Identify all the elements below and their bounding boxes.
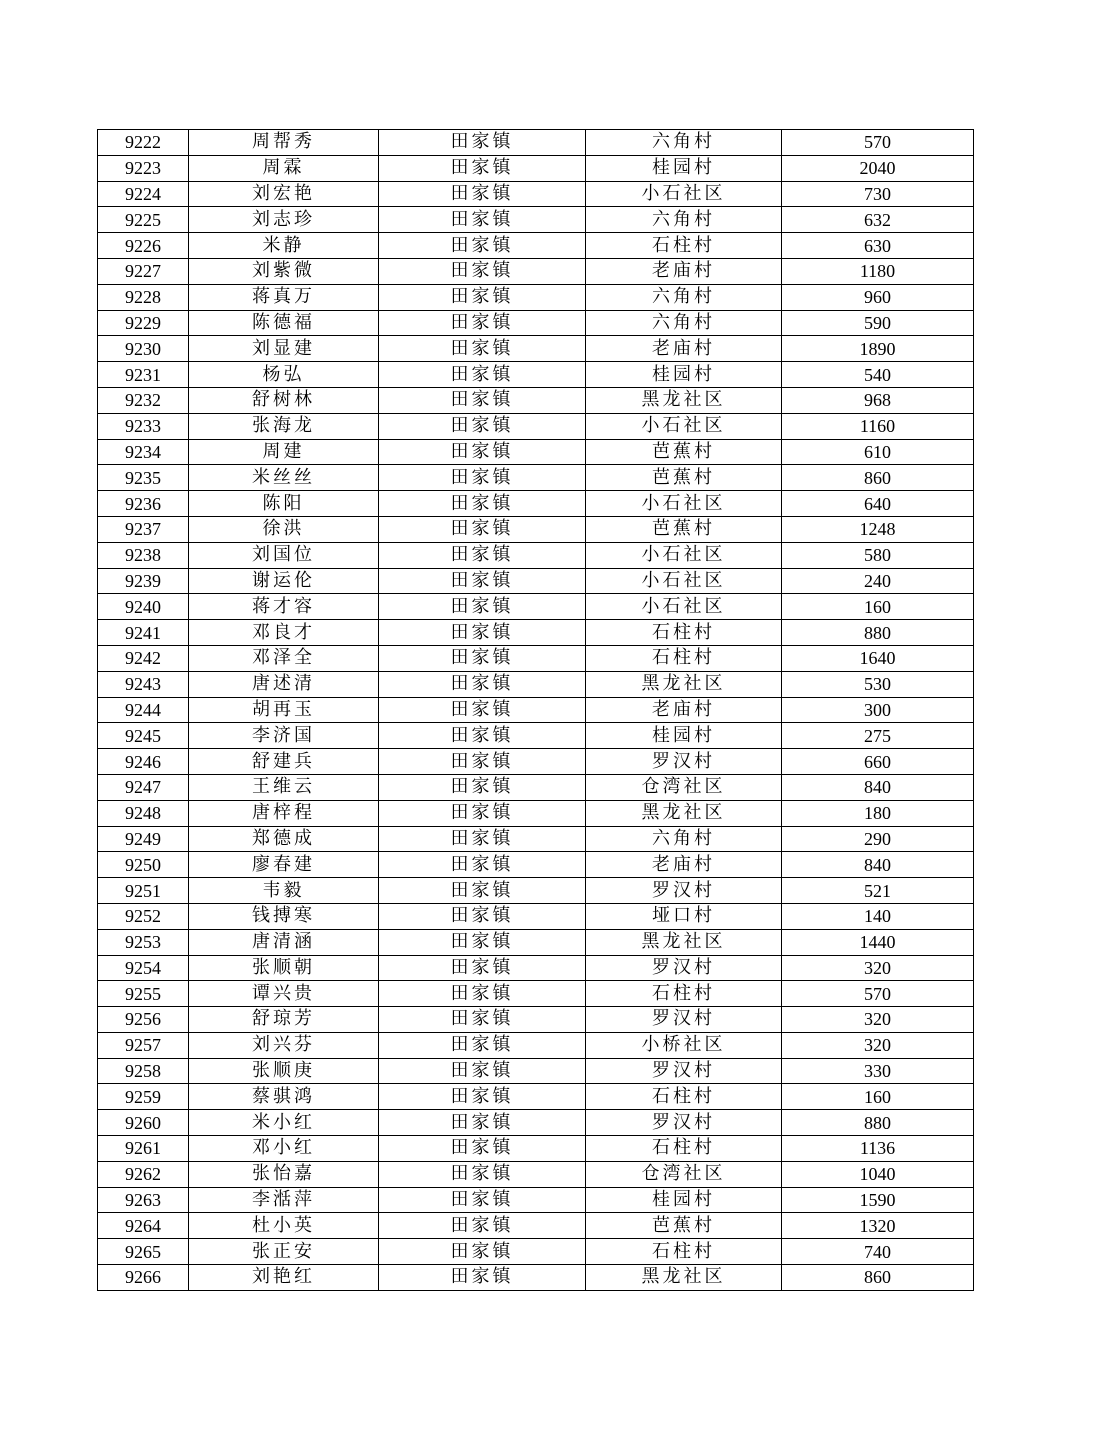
cell-village: 石柱村 xyxy=(586,645,782,671)
cell-name: 郑德成 xyxy=(189,826,379,852)
table-row xyxy=(98,1187,974,1213)
table-row xyxy=(98,1265,974,1291)
cell-name: 唐清涵 xyxy=(189,929,379,955)
cell-name: 张海龙 xyxy=(189,413,379,439)
cell-village: 黑龙社区 xyxy=(586,387,782,413)
cell-name: 舒树林 xyxy=(189,387,379,413)
cell-town: 田家镇 xyxy=(379,955,586,981)
cell-village: 六角村 xyxy=(586,130,782,156)
cell-amount: 570 xyxy=(782,981,974,1007)
table-row xyxy=(98,1136,974,1162)
cell-number: 9261 xyxy=(98,1136,189,1162)
cell-name: 刘志珍 xyxy=(189,207,379,233)
cell-village: 仓湾社区 xyxy=(586,1161,782,1187)
cell-name: 胡再玉 xyxy=(189,697,379,723)
cell-amount: 1136 xyxy=(782,1136,974,1162)
cell-name: 张怡嘉 xyxy=(189,1161,379,1187)
cell-number: 9234 xyxy=(98,439,189,465)
table-row xyxy=(98,413,974,439)
cell-amount: 1180 xyxy=(782,258,974,284)
cell-name: 李济国 xyxy=(189,723,379,749)
cell-town: 田家镇 xyxy=(379,620,586,646)
table-row xyxy=(98,336,974,362)
cell-town: 田家镇 xyxy=(379,465,586,491)
cell-name: 刘兴芬 xyxy=(189,1032,379,1058)
table-row xyxy=(98,1161,974,1187)
cell-town: 田家镇 xyxy=(379,671,586,697)
cell-amount: 1440 xyxy=(782,929,974,955)
cell-amount: 160 xyxy=(782,594,974,620)
cell-town: 田家镇 xyxy=(379,800,586,826)
cell-name: 杨弘 xyxy=(189,362,379,388)
table-row xyxy=(98,1239,974,1265)
table-row xyxy=(98,1032,974,1058)
cell-village: 桂园村 xyxy=(586,155,782,181)
cell-name: 杜小英 xyxy=(189,1213,379,1239)
table-row xyxy=(98,826,974,852)
cell-number: 9232 xyxy=(98,387,189,413)
cell-number: 9250 xyxy=(98,852,189,878)
cell-village: 黑龙社区 xyxy=(586,800,782,826)
cell-name: 刘艳红 xyxy=(189,1265,379,1291)
cell-village: 罗汉村 xyxy=(586,1110,782,1136)
cell-number: 9236 xyxy=(98,491,189,517)
cell-village: 六角村 xyxy=(586,310,782,336)
cell-village: 黑龙社区 xyxy=(586,929,782,955)
table-row xyxy=(98,362,974,388)
cell-name: 米小红 xyxy=(189,1110,379,1136)
table-row xyxy=(98,258,974,284)
cell-town: 田家镇 xyxy=(379,413,586,439)
cell-village: 六角村 xyxy=(586,207,782,233)
cell-village: 小石社区 xyxy=(586,491,782,517)
cell-amount: 880 xyxy=(782,620,974,646)
cell-name: 陈阳 xyxy=(189,491,379,517)
table-row xyxy=(98,697,974,723)
cell-number: 9228 xyxy=(98,284,189,310)
cell-town: 田家镇 xyxy=(379,491,586,517)
cell-name: 蔡骐鸿 xyxy=(189,1084,379,1110)
table-row xyxy=(98,568,974,594)
cell-number: 9242 xyxy=(98,645,189,671)
cell-number: 9231 xyxy=(98,362,189,388)
cell-name: 廖春建 xyxy=(189,852,379,878)
cell-town: 田家镇 xyxy=(379,826,586,852)
cell-town: 田家镇 xyxy=(379,130,586,156)
cell-village: 芭蕉村 xyxy=(586,465,782,491)
cell-town: 田家镇 xyxy=(379,542,586,568)
cell-amount: 1640 xyxy=(782,645,974,671)
table-row xyxy=(98,155,974,181)
cell-amount: 540 xyxy=(782,362,974,388)
cell-amount: 1160 xyxy=(782,413,974,439)
table-row xyxy=(98,542,974,568)
cell-name: 唐梓程 xyxy=(189,800,379,826)
cell-village: 小石社区 xyxy=(586,413,782,439)
cell-village: 六角村 xyxy=(586,826,782,852)
cell-number: 9264 xyxy=(98,1213,189,1239)
cell-village: 老庙村 xyxy=(586,336,782,362)
cell-town: 田家镇 xyxy=(379,387,586,413)
table-row xyxy=(98,800,974,826)
cell-number: 9249 xyxy=(98,826,189,852)
cell-village: 小石社区 xyxy=(586,181,782,207)
cell-name: 邓良才 xyxy=(189,620,379,646)
cell-town: 田家镇 xyxy=(379,155,586,181)
cell-amount: 1590 xyxy=(782,1187,974,1213)
cell-town: 田家镇 xyxy=(379,362,586,388)
cell-number: 9237 xyxy=(98,516,189,542)
cell-number: 9223 xyxy=(98,155,189,181)
cell-town: 田家镇 xyxy=(379,1110,586,1136)
cell-village: 桂园村 xyxy=(586,723,782,749)
cell-number: 9240 xyxy=(98,594,189,620)
cell-amount: 240 xyxy=(782,568,974,594)
cell-village: 石柱村 xyxy=(586,620,782,646)
cell-village: 小石社区 xyxy=(586,568,782,594)
cell-name: 张顺朝 xyxy=(189,955,379,981)
cell-town: 田家镇 xyxy=(379,697,586,723)
cell-number: 9255 xyxy=(98,981,189,1007)
cell-name: 徐洪 xyxy=(189,516,379,542)
cell-amount: 1320 xyxy=(782,1213,974,1239)
cell-amount: 740 xyxy=(782,1239,974,1265)
cell-town: 田家镇 xyxy=(379,207,586,233)
cell-amount: 530 xyxy=(782,671,974,697)
cell-town: 田家镇 xyxy=(379,878,586,904)
table-row xyxy=(98,1110,974,1136)
cell-number: 9265 xyxy=(98,1239,189,1265)
cell-number: 9226 xyxy=(98,233,189,259)
cell-amount: 630 xyxy=(782,233,974,259)
table-row xyxy=(98,1058,974,1084)
cell-number: 9259 xyxy=(98,1084,189,1110)
cell-town: 田家镇 xyxy=(379,258,586,284)
cell-village: 罗汉村 xyxy=(586,1007,782,1033)
cell-village: 罗汉村 xyxy=(586,878,782,904)
cell-amount: 610 xyxy=(782,439,974,465)
cell-village: 桂园村 xyxy=(586,362,782,388)
cell-amount: 960 xyxy=(782,284,974,310)
cell-town: 田家镇 xyxy=(379,1161,586,1187)
table-row xyxy=(98,1084,974,1110)
cell-name: 蒋才容 xyxy=(189,594,379,620)
cell-village: 黑龙社区 xyxy=(586,671,782,697)
cell-number: 9247 xyxy=(98,774,189,800)
cell-village: 芭蕉村 xyxy=(586,516,782,542)
cell-town: 田家镇 xyxy=(379,439,586,465)
cell-village: 石柱村 xyxy=(586,233,782,259)
cell-amount: 320 xyxy=(782,955,974,981)
cell-number: 9254 xyxy=(98,955,189,981)
cell-village: 小石社区 xyxy=(586,542,782,568)
cell-number: 9256 xyxy=(98,1007,189,1033)
cell-amount: 140 xyxy=(782,903,974,929)
table-row xyxy=(98,181,974,207)
cell-town: 田家镇 xyxy=(379,181,586,207)
cell-number: 9262 xyxy=(98,1161,189,1187)
cell-name: 钱搏寒 xyxy=(189,903,379,929)
cell-name: 刘宏艳 xyxy=(189,181,379,207)
cell-village: 石柱村 xyxy=(586,1136,782,1162)
cell-town: 田家镇 xyxy=(379,310,586,336)
cell-name: 米丝丝 xyxy=(189,465,379,491)
table-row xyxy=(98,439,974,465)
cell-town: 田家镇 xyxy=(379,1058,586,1084)
table-row xyxy=(98,774,974,800)
cell-name: 唐述清 xyxy=(189,671,379,697)
cell-town: 田家镇 xyxy=(379,645,586,671)
table-row xyxy=(98,491,974,517)
cell-number: 9235 xyxy=(98,465,189,491)
cell-name: 舒琼芳 xyxy=(189,1007,379,1033)
cell-name: 周霖 xyxy=(189,155,379,181)
cell-town: 田家镇 xyxy=(379,284,586,310)
cell-town: 田家镇 xyxy=(379,1265,586,1291)
cell-amount: 590 xyxy=(782,310,974,336)
cell-town: 田家镇 xyxy=(379,929,586,955)
cell-name: 刘显建 xyxy=(189,336,379,362)
cell-name: 周帮秀 xyxy=(189,130,379,156)
cell-amount: 1890 xyxy=(782,336,974,362)
table-row xyxy=(98,130,974,156)
table-row xyxy=(98,516,974,542)
cell-number: 9248 xyxy=(98,800,189,826)
cell-name: 蒋真万 xyxy=(189,284,379,310)
cell-number: 9239 xyxy=(98,568,189,594)
cell-village: 桂园村 xyxy=(586,1187,782,1213)
table-row xyxy=(98,387,974,413)
cell-town: 田家镇 xyxy=(379,852,586,878)
cell-village: 罗汉村 xyxy=(586,749,782,775)
cell-amount: 860 xyxy=(782,465,974,491)
cell-name: 米静 xyxy=(189,233,379,259)
table-row xyxy=(98,1213,974,1239)
cell-amount: 300 xyxy=(782,697,974,723)
cell-name: 舒建兵 xyxy=(189,749,379,775)
table-row xyxy=(98,981,974,1007)
cell-amount: 320 xyxy=(782,1032,974,1058)
table-body xyxy=(98,130,974,1291)
cell-village: 芭蕉村 xyxy=(586,1213,782,1239)
cell-number: 9238 xyxy=(98,542,189,568)
cell-town: 田家镇 xyxy=(379,568,586,594)
cell-number: 9243 xyxy=(98,671,189,697)
cell-number: 9260 xyxy=(98,1110,189,1136)
cell-town: 田家镇 xyxy=(379,903,586,929)
cell-village: 老庙村 xyxy=(586,697,782,723)
cell-amount: 521 xyxy=(782,878,974,904)
cell-name: 谭兴贵 xyxy=(189,981,379,1007)
cell-name: 刘紫微 xyxy=(189,258,379,284)
cell-name: 陈德福 xyxy=(189,310,379,336)
table-row xyxy=(98,852,974,878)
table-row xyxy=(98,878,974,904)
cell-amount: 730 xyxy=(782,181,974,207)
cell-number: 9245 xyxy=(98,723,189,749)
cell-name: 谢运伦 xyxy=(189,568,379,594)
cell-amount: 840 xyxy=(782,852,974,878)
cell-village: 黑龙社区 xyxy=(586,1265,782,1291)
cell-village: 石柱村 xyxy=(586,1084,782,1110)
cell-amount: 1040 xyxy=(782,1161,974,1187)
table-row xyxy=(98,1007,974,1033)
cell-village: 仓湾社区 xyxy=(586,774,782,800)
cell-number: 9246 xyxy=(98,749,189,775)
cell-amount: 160 xyxy=(782,1084,974,1110)
cell-number: 9266 xyxy=(98,1265,189,1291)
cell-amount: 580 xyxy=(782,542,974,568)
cell-amount: 860 xyxy=(782,1265,974,1291)
table-row xyxy=(98,671,974,697)
cell-town: 田家镇 xyxy=(379,774,586,800)
cell-amount: 275 xyxy=(782,723,974,749)
cell-town: 田家镇 xyxy=(379,1239,586,1265)
cell-village: 六角村 xyxy=(586,284,782,310)
cell-number: 9257 xyxy=(98,1032,189,1058)
cell-village: 石柱村 xyxy=(586,1239,782,1265)
cell-village: 小石社区 xyxy=(586,594,782,620)
cell-number: 9225 xyxy=(98,207,189,233)
cell-name: 李湉萍 xyxy=(189,1187,379,1213)
cell-village: 罗汉村 xyxy=(586,955,782,981)
data-table xyxy=(97,129,974,1291)
cell-amount: 330 xyxy=(782,1058,974,1084)
table-row xyxy=(98,955,974,981)
table-row xyxy=(98,645,974,671)
cell-amount: 660 xyxy=(782,749,974,775)
cell-name: 邓泽全 xyxy=(189,645,379,671)
cell-town: 田家镇 xyxy=(379,1213,586,1239)
cell-town: 田家镇 xyxy=(379,723,586,749)
cell-amount: 290 xyxy=(782,826,974,852)
table-row xyxy=(98,594,974,620)
cell-number: 9227 xyxy=(98,258,189,284)
table-row xyxy=(98,903,974,929)
cell-amount: 632 xyxy=(782,207,974,233)
cell-village: 小桥社区 xyxy=(586,1032,782,1058)
cell-town: 田家镇 xyxy=(379,1084,586,1110)
table-row xyxy=(98,233,974,259)
cell-village: 芭蕉村 xyxy=(586,439,782,465)
table-row xyxy=(98,723,974,749)
cell-number: 9253 xyxy=(98,929,189,955)
cell-number: 9222 xyxy=(98,130,189,156)
cell-village: 石柱村 xyxy=(586,981,782,1007)
cell-amount: 2040 xyxy=(782,155,974,181)
cell-number: 9224 xyxy=(98,181,189,207)
cell-town: 田家镇 xyxy=(379,516,586,542)
cell-name: 周建 xyxy=(189,439,379,465)
table-row xyxy=(98,929,974,955)
cell-town: 田家镇 xyxy=(379,1187,586,1213)
table-row xyxy=(98,207,974,233)
table-row xyxy=(98,465,974,491)
cell-name: 王维云 xyxy=(189,774,379,800)
cell-number: 9241 xyxy=(98,620,189,646)
cell-name: 张顺庚 xyxy=(189,1058,379,1084)
cell-amount: 320 xyxy=(782,1007,974,1033)
cell-number: 9252 xyxy=(98,903,189,929)
cell-village: 老庙村 xyxy=(586,258,782,284)
cell-number: 9251 xyxy=(98,878,189,904)
cell-amount: 640 xyxy=(782,491,974,517)
cell-amount: 968 xyxy=(782,387,974,413)
cell-number: 9230 xyxy=(98,336,189,362)
cell-village: 老庙村 xyxy=(586,852,782,878)
cell-amount: 880 xyxy=(782,1110,974,1136)
cell-town: 田家镇 xyxy=(379,233,586,259)
cell-name: 刘国位 xyxy=(189,542,379,568)
table-row xyxy=(98,749,974,775)
cell-number: 9244 xyxy=(98,697,189,723)
cell-name: 邓小红 xyxy=(189,1136,379,1162)
table-row xyxy=(98,620,974,646)
cell-number: 9258 xyxy=(98,1058,189,1084)
cell-town: 田家镇 xyxy=(379,594,586,620)
cell-town: 田家镇 xyxy=(379,1136,586,1162)
cell-town: 田家镇 xyxy=(379,749,586,775)
cell-number: 9229 xyxy=(98,310,189,336)
cell-amount: 840 xyxy=(782,774,974,800)
cell-town: 田家镇 xyxy=(379,1032,586,1058)
cell-amount: 180 xyxy=(782,800,974,826)
cell-village: 罗汉村 xyxy=(586,1058,782,1084)
cell-village: 垭口村 xyxy=(586,903,782,929)
table-row xyxy=(98,310,974,336)
cell-town: 田家镇 xyxy=(379,1007,586,1033)
cell-amount: 570 xyxy=(782,130,974,156)
cell-name: 韦毅 xyxy=(189,878,379,904)
table-row xyxy=(98,284,974,310)
cell-number: 9263 xyxy=(98,1187,189,1213)
cell-number: 9233 xyxy=(98,413,189,439)
cell-town: 田家镇 xyxy=(379,336,586,362)
cell-name: 张正安 xyxy=(189,1239,379,1265)
cell-amount: 1248 xyxy=(782,516,974,542)
cell-town: 田家镇 xyxy=(379,981,586,1007)
